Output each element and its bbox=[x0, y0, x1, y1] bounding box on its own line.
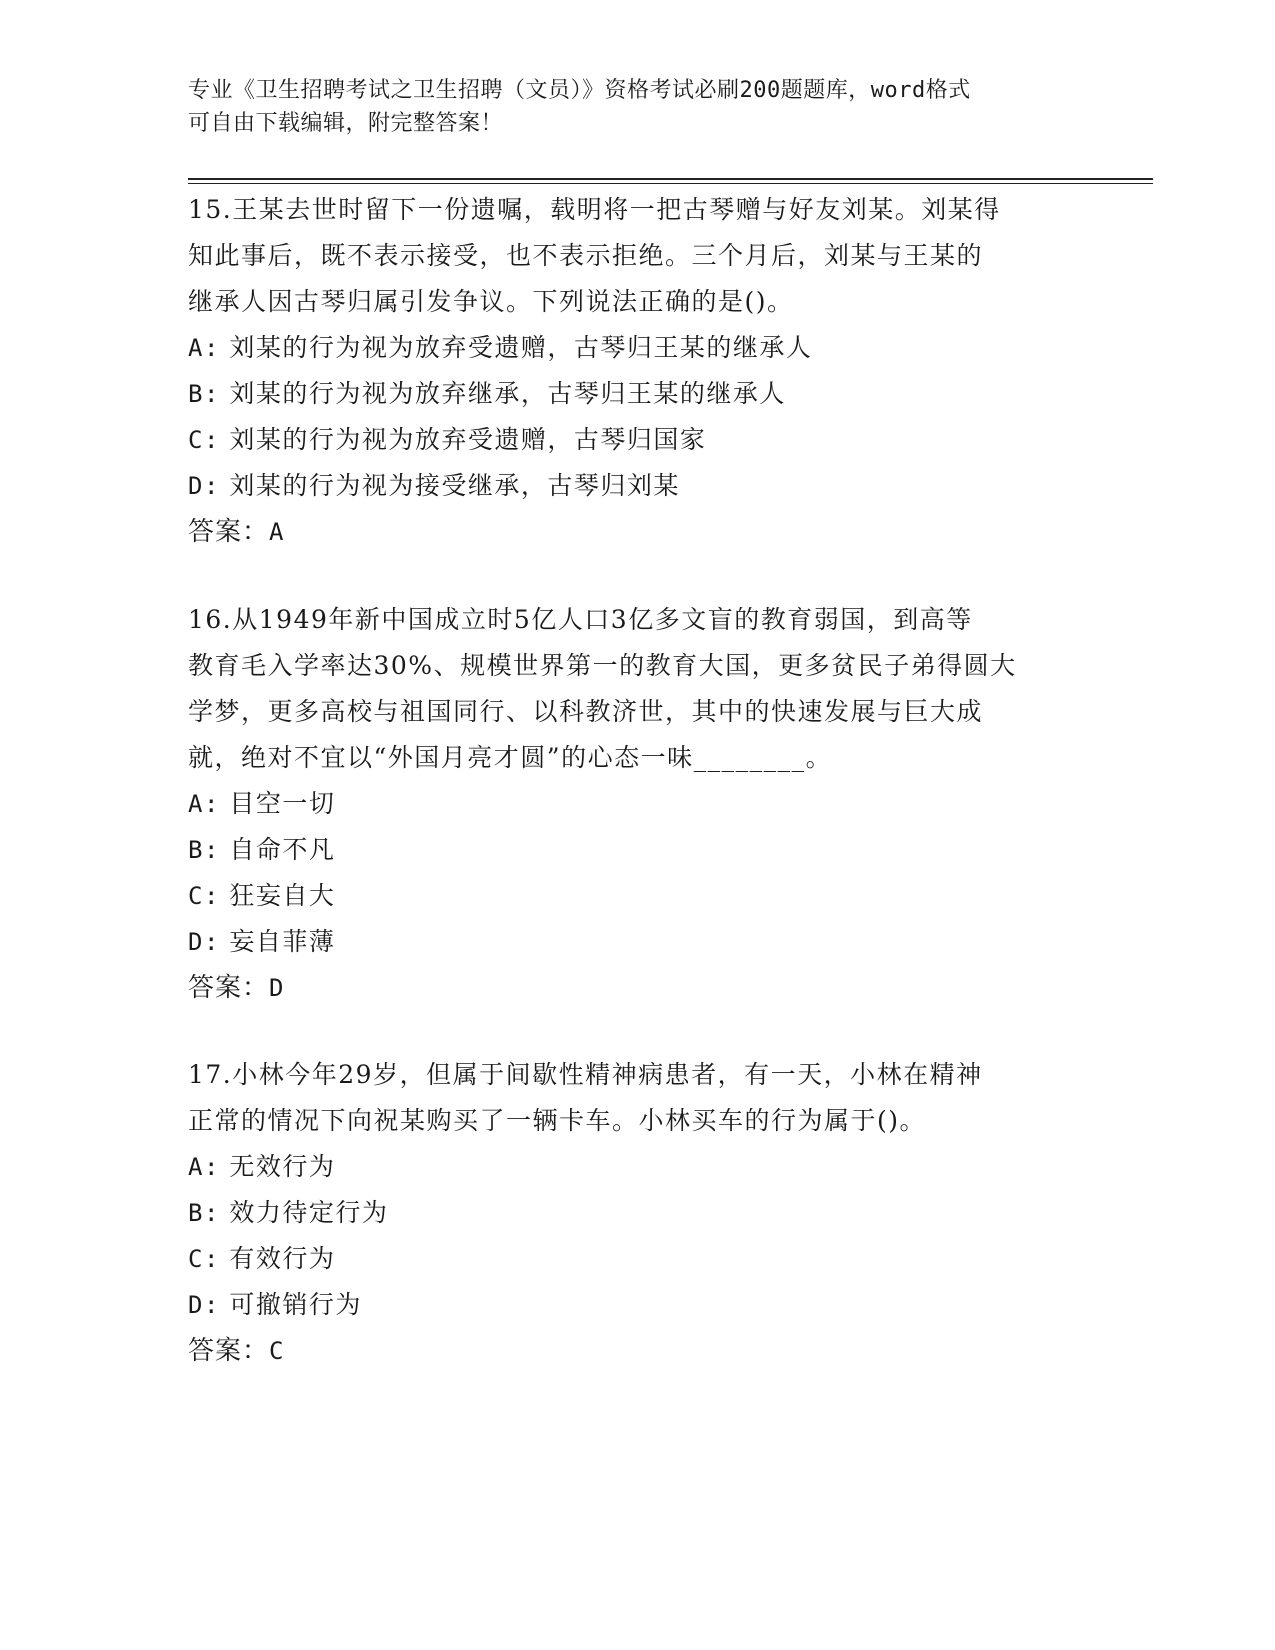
question-stem bbox=[188, 1052, 1088, 1144]
option-letter: A: bbox=[188, 334, 220, 362]
option-a bbox=[188, 325, 1088, 371]
question-stem bbox=[188, 187, 1088, 325]
option-text: 目空一切 bbox=[229, 789, 336, 818]
question-17 bbox=[188, 1052, 1088, 1374]
option-letter: D: bbox=[188, 1291, 220, 1319]
answer-line bbox=[188, 965, 1088, 1011]
option-c bbox=[188, 417, 1088, 463]
option-letter: D: bbox=[188, 928, 220, 956]
option-text: 有效行为 bbox=[229, 1244, 336, 1273]
stem-line: 学梦，更多高校与祖国同行、以科教济世，其中的快速发展与巨大成 bbox=[188, 697, 984, 726]
option-letter: C: bbox=[188, 882, 220, 910]
option-d bbox=[188, 463, 1088, 509]
option-c bbox=[188, 873, 1088, 919]
option-text: 可撤销行为 bbox=[229, 1290, 362, 1319]
question-16 bbox=[188, 597, 1088, 1011]
answer-line bbox=[188, 1328, 1088, 1374]
option-letter: B: bbox=[188, 380, 220, 408]
option-text: 刘某的行为视为放弃继承，古琴归王某的继承人 bbox=[229, 379, 786, 408]
header-divider-thick bbox=[188, 178, 1153, 180]
answer-line bbox=[188, 509, 1088, 555]
stem-line: 继承人因古琴归属引发争议。下列说法正确的是()。 bbox=[188, 287, 794, 316]
option-c bbox=[188, 1236, 1088, 1282]
answer-value: C bbox=[269, 1337, 285, 1365]
option-text: 效力待定行为 bbox=[229, 1198, 389, 1227]
answer-label: 答案： bbox=[188, 517, 270, 547]
stem-line: 16.从1949年新中国成立时5亿人口3亿多文盲的教育弱国，到高等 bbox=[188, 605, 973, 634]
option-text: 无效行为 bbox=[229, 1152, 336, 1181]
header-divider-thin bbox=[188, 183, 1153, 184]
option-letter: C: bbox=[188, 426, 220, 454]
stem-line: 教育毛入学率达30%、规模世界第一的教育大国，更多贫民子弟得圆大 bbox=[188, 651, 1017, 680]
option-letter: A: bbox=[188, 1153, 220, 1181]
answer-value: A bbox=[269, 518, 285, 546]
option-letter: B: bbox=[188, 836, 220, 864]
answer-label: 答案： bbox=[188, 973, 270, 1003]
option-letter: C: bbox=[188, 1245, 220, 1273]
option-text: 自命不凡 bbox=[229, 835, 336, 864]
answer-value: D bbox=[269, 974, 285, 1002]
option-a bbox=[188, 1144, 1088, 1190]
option-text: 狂妄自大 bbox=[229, 881, 336, 910]
document-header bbox=[188, 74, 1068, 140]
option-letter: B: bbox=[188, 1199, 220, 1227]
option-text: 刘某的行为视为放弃受遗赠，古琴归国家 bbox=[229, 425, 707, 454]
option-text: 妄自菲薄 bbox=[229, 927, 336, 956]
option-text: 刘某的行为视为放弃受遗赠，古琴归王某的继承人 bbox=[229, 333, 813, 362]
header-line-2: 可自由下载编辑，附完整答案！ bbox=[188, 111, 504, 136]
option-b bbox=[188, 1190, 1088, 1236]
option-d bbox=[188, 1282, 1088, 1328]
option-letter: A: bbox=[188, 790, 220, 818]
question-15 bbox=[188, 187, 1088, 555]
stem-line: 正常的情况下向祝某购买了一辆卡车。小林买车的行为属于()。 bbox=[188, 1106, 927, 1135]
stem-line: 15.王某去世时留下一份遗嘱，载明将一把古琴赠与好友刘某。刘某得 bbox=[188, 195, 1001, 224]
option-a bbox=[188, 781, 1088, 827]
option-b bbox=[188, 371, 1088, 417]
option-b bbox=[188, 827, 1088, 873]
option-letter: D: bbox=[188, 472, 220, 500]
option-d bbox=[188, 919, 1088, 965]
stem-line: 就，绝对不宜以“外国月亮才圆”的心态一味________。 bbox=[188, 743, 833, 772]
stem-line: 17.小林今年29岁，但属于间歇性精神病患者，有一天，小林在精神 bbox=[188, 1060, 983, 1089]
option-text: 刘某的行为视为接受继承，古琴归刘某 bbox=[229, 471, 680, 500]
question-stem bbox=[188, 597, 1088, 781]
header-line-1: 专业《卫生招聘考试之卫生招聘（文员）》资格考试必刷200题题库，word格式 bbox=[188, 78, 971, 103]
stem-line: 知此事后，既不表示接受，也不表示拒绝。三个月后，刘某与王某的 bbox=[188, 241, 984, 270]
answer-label: 答案： bbox=[188, 1336, 270, 1366]
